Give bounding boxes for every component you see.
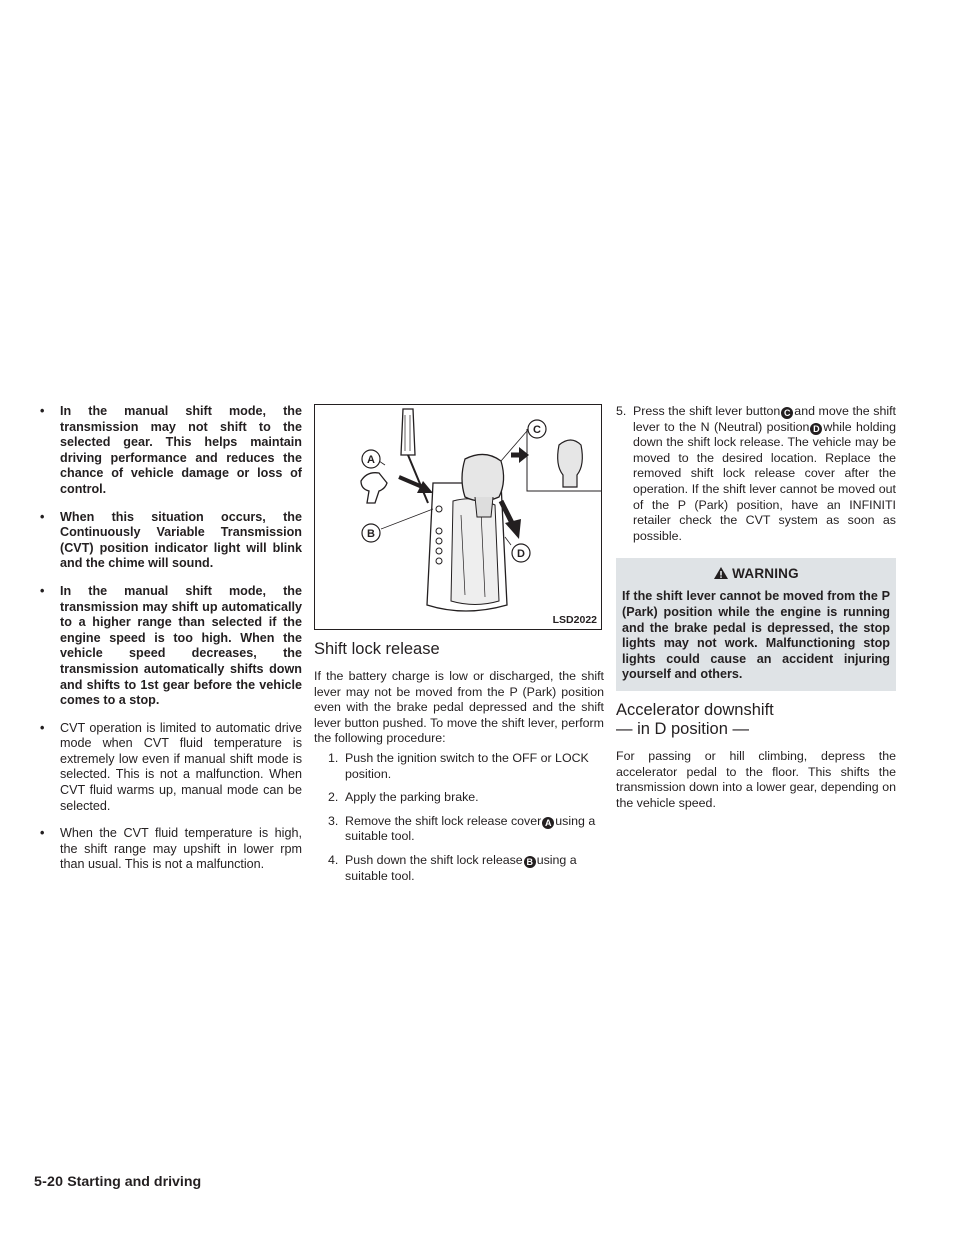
- chapter-title: Starting and driving: [67, 1174, 202, 1190]
- callout-b: [362, 524, 380, 542]
- callout-marker: A: [542, 817, 554, 829]
- svg-text:A: A: [367, 454, 375, 466]
- svg-text:D: D: [517, 548, 525, 560]
- list-item: 3. Remove the shift lock release cover A using a suitable tool.: [328, 813, 596, 844]
- list-item: 2. Apply the parking brake.: [328, 790, 479, 805]
- page-footer: [34, 1174, 201, 1190]
- list-item: • In the manual shift mode, the transmission may not shift to the selected gear. This helps maintain driving performance and reduces the chance of vehicle damage or loss of control.: [40, 404, 302, 496]
- warning-header: WARNING: [622, 566, 890, 581]
- svg-text:B: B: [367, 528, 375, 540]
- shift-lock-steps-continued: [616, 404, 896, 544]
- callout-d: [512, 544, 530, 562]
- shift-lock-heading: Shift lock release: [314, 640, 440, 658]
- shift-lock-intro: If the battery charge is low or discharged, the shift lever may not be moved from the P (Park) position even with the brake pedal depressed and the shift lever button pushed. To move the shift lever, perform the following procedure:: [314, 669, 604, 746]
- list-item: 1. Push the ignition switch to the OFF or LOCK position.: [328, 750, 589, 781]
- middle-column: [314, 404, 604, 892]
- callout-c: [528, 420, 546, 438]
- shift-lock-steps: [314, 751, 604, 884]
- callout-marker: C: [781, 407, 793, 419]
- callout-marker: B: [524, 856, 536, 868]
- accelerator-heading: Accelerator downshift — in D position —: [616, 700, 774, 738]
- callout-a: [362, 450, 380, 468]
- list-item: • In the manual shift mode, the transmission may shift up automatically to a higher range than selected if the engine speed is too high. When the vehicle speed decreases, the transmission automatically shifts down and shifts to 1st gear before the vehicle comes to a stop.: [40, 583, 302, 708]
- page-number: 5-20: [34, 1174, 64, 1190]
- list-item: • When the CVT fluid temperature is high, the shift range may upshift in lower rpm than usual. This is not a malfunction.: [40, 826, 302, 872]
- right-column: [616, 404, 896, 815]
- accelerator-text: For passing or hill climbing, depress the accelerator pedal to the floor. This shifts the transmission down into a lower gear, depending on the vehicle speed.: [616, 748, 896, 810]
- list-item: 5. Press the shift lever button C and move the shift lever to the N (Neutral) position D while holding down the shift lock release. The vehicle may be moved to the desired location. Replace the removed shift lock release cover after the operation. If the shift lever cannot be moved out of the P (Park) position, have an INFINITI retailer check the CVT system as soon as possible.: [616, 404, 896, 543]
- list-item: 4. Push down the shift lock release B using a suitable tool.: [328, 852, 577, 883]
- figure-code: LSD2022: [552, 614, 597, 626]
- warning-box: [616, 558, 896, 691]
- callout-marker: D: [810, 423, 822, 435]
- warning-text: If the shift lever cannot be moved from the P (Park) position while the engine is running and the brake pedal is depressed, the stop lights may not work. Malfunctioning stop lights could cause an accident injuring yourself and others.: [622, 589, 890, 682]
- left-column: [38, 404, 302, 885]
- list-item: • When this situation occurs, the Continuously Variable Transmission (CVT) position indicator light will blink and the chime will sound.: [40, 509, 302, 571]
- list-item: • CVT operation is limited to automatic drive mode when CVT fluid temperature is extremely low even if manual shift mode is selected. This is not a malfunction. When CVT fluid warms up, manual mode can be selected.: [40, 720, 302, 813]
- svg-text:C: C: [533, 424, 541, 436]
- transmission-notes-list: [38, 404, 302, 873]
- warning-triangle-icon: [713, 566, 729, 580]
- shift-lever-illustration: [315, 405, 601, 629]
- shift-lock-figure: [314, 404, 602, 630]
